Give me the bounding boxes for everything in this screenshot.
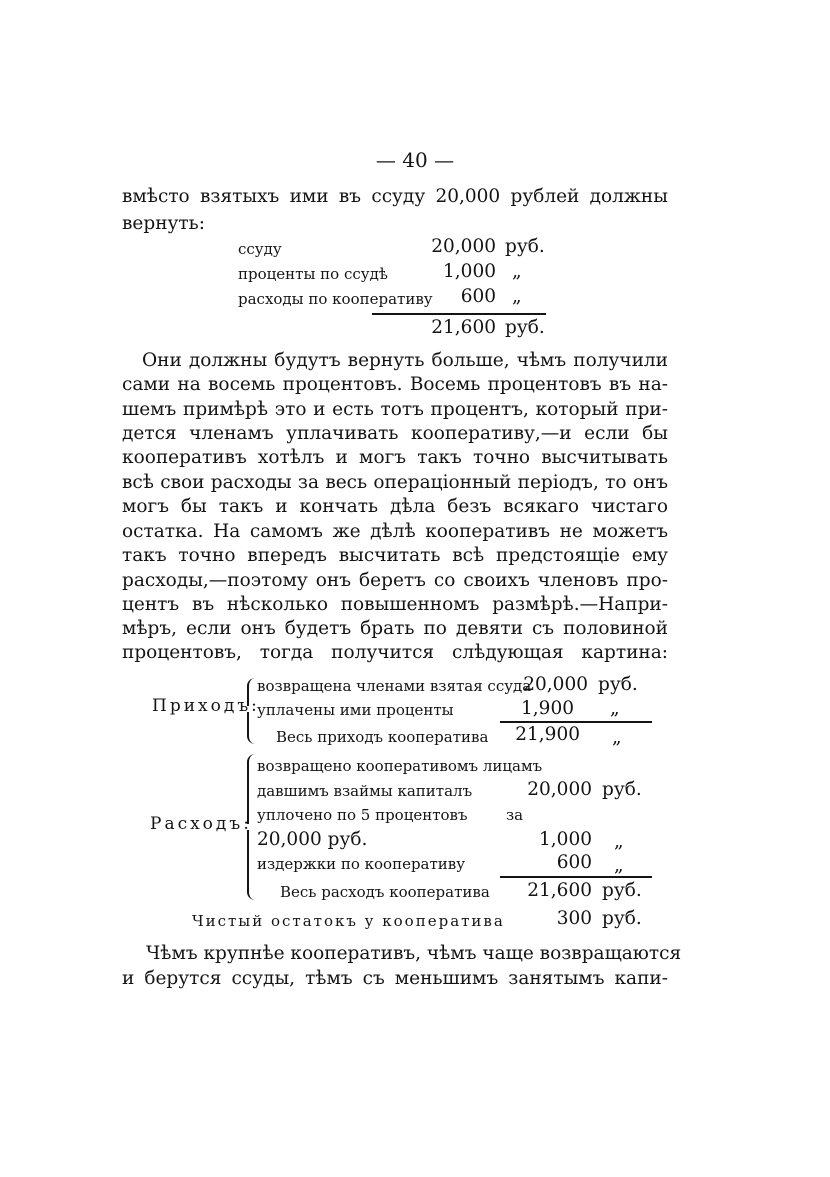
expense-row2-amount: 1,000 <box>539 829 592 850</box>
loan-total-rule <box>372 313 546 315</box>
paragraph-line: остатка. На самомъ же дѣлѣ кооперативъ не можетъ <box>122 521 668 542</box>
loan-row-label: проценты по ссудѣ <box>238 265 388 283</box>
loan-row-unit: руб. <box>505 236 545 257</box>
income-total-amount: 21,900 <box>515 724 580 745</box>
paragraph-line: мѣръ, если онъ будетъ брать по девяти съ половиной <box>122 618 668 639</box>
loan-row-amount: 1,000 <box>443 261 496 282</box>
loan-total-unit: руб. <box>505 317 545 338</box>
page-number: — 40 — <box>375 148 455 172</box>
income-row-unit: „ <box>610 698 620 719</box>
loan-row-label: ссуду <box>238 240 282 258</box>
intro-line-2: вернуть: <box>122 213 205 234</box>
expense-row2-unit: „ <box>614 831 624 852</box>
paragraph-line: центъ въ нѣсколько повышенномъ размѣрѣ.—Напри- <box>122 594 668 615</box>
paragraph-line: расходы,—поэтому онъ беретъ со своихъ членовъ про- <box>122 570 668 591</box>
loan-row-label: расходы по кооперативу <box>238 290 433 308</box>
expense-row2-line1: уплочено по 5 процентовъ <box>257 806 468 824</box>
intro-line-1: вмѣсто взятыхъ ими въ ссуду 20,000 рублей должны <box>122 186 668 207</box>
income-row-label: возвращена членами взятая ссуда <box>257 677 532 695</box>
expense-row2-za: за <box>506 806 524 824</box>
paragraph-line: дется членамъ уплачивать кооперативу,—и если бы <box>122 423 668 444</box>
loan-row-unit: „ <box>512 286 522 307</box>
expense-row1-line1: возвращено кооперативомъ лицамъ <box>257 757 543 775</box>
income-row-label: уплачены ими проценты <box>257 701 454 719</box>
expense-row1-line2: давшимъ взаймы капиталъ <box>257 782 473 800</box>
expense-row2-line2: 20,000 руб. <box>257 829 368 850</box>
income-row-unit: руб. <box>598 674 638 695</box>
net-amount: 300 <box>556 908 592 929</box>
paragraph-line: всѣ свои расходы за весь операціонный періодъ, то онъ <box>122 472 668 493</box>
paragraph-line: процентовъ, тогда получится слѣдующая картина: <box>122 642 668 663</box>
income-row-amount: 1,900 <box>521 698 574 719</box>
loan-total-amount: 21,600 <box>431 317 496 338</box>
loan-row-unit: „ <box>512 261 522 282</box>
paragraph-line: могъ бы такъ и кончать дѣла безъ всякаго чистаго <box>122 496 668 517</box>
expense-row1-amount: 20,000 <box>527 779 592 800</box>
income-total-label: Весь приходъ кооператива <box>276 728 489 746</box>
income-label: Приходъ: <box>152 696 260 716</box>
expense-row3-unit: „ <box>614 855 624 876</box>
loan-row-amount: 20,000 <box>431 236 496 257</box>
income-total-unit: „ <box>612 727 622 748</box>
income-total-rule <box>500 721 652 723</box>
closing-line: Чѣмъ крупнѣе кооперативъ, чѣмъ чаще возвращаются <box>146 943 682 964</box>
expense-total-unit: руб. <box>602 880 642 901</box>
loan-row-amount: 600 <box>460 286 496 307</box>
expense-row3-label: издержки по кооперативу <box>257 855 466 873</box>
expense-total-label: Весь расходъ кооператива <box>280 883 490 901</box>
net-unit: руб. <box>602 908 642 929</box>
paragraph-line: сами на восемь процентовъ. Восемь процентовъ въ на- <box>122 374 668 395</box>
income-row-amount: 20,000 <box>523 674 588 695</box>
expense-row1-unit: руб. <box>602 779 642 800</box>
paragraph-line: кооперативъ хотѣлъ и могъ такъ точно высчитывать <box>122 447 668 468</box>
expense-row3-amount: 600 <box>556 852 592 873</box>
paragraph-line: шемъ примѣрѣ это и есть тотъ процентъ, который при- <box>122 399 668 420</box>
paragraph-line: такъ точно впередъ высчитать всѣ предстоящіе ему <box>122 545 668 566</box>
paragraph-line: Они должны будутъ вернуть больше, чѣмъ получили <box>142 350 668 371</box>
expense-total-amount: 21,600 <box>527 880 592 901</box>
expense-total-rule <box>500 876 652 878</box>
net-label: Чистый остатокъ у кооператива <box>192 912 505 930</box>
closing-line: и берутся ссуды, тѣмъ съ меньшимъ занятымъ капи- <box>122 968 668 989</box>
expense-label: Расходъ: <box>150 814 252 834</box>
